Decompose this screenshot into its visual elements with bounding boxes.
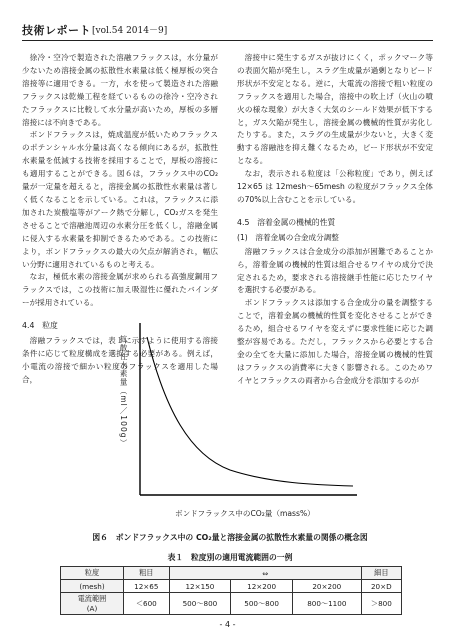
table-row xyxy=(61,580,402,593)
current-cell: 800～1100 xyxy=(292,593,361,615)
x-axis-label: ボンドフラックス中のCO₂量（mass%） xyxy=(175,509,315,518)
current-unit: (A) xyxy=(86,604,98,613)
mesh-cell: 20×D xyxy=(361,580,401,593)
mesh-cell: 20×200 xyxy=(292,580,361,593)
paragraph: 溶融フラックスは合金成分の添加が困難であることから，溶着金属の機械的性質は組合せるワイヤの成分で決定されるため，要求される溶接継手性能に応じたワイヤを選択する必要がある。 xyxy=(237,246,433,295)
current-cell: ＜600 xyxy=(124,593,170,615)
current-label: 電流範囲 xyxy=(77,594,107,603)
page-number: - 4 - xyxy=(219,620,236,629)
table-caption: 表１ 粒度別の適用電流範囲の一例 xyxy=(167,553,293,562)
coarse-label: 粗目 xyxy=(124,567,170,580)
table-row xyxy=(61,567,402,580)
y-axis-label: 拡散性水素量（ml／100g） xyxy=(119,335,128,448)
mesh-cell: 12×65 xyxy=(124,580,170,593)
paragraph: 溶接中に発生するガスが抜けにくく，ポックマーク等の表面欠陥が発生し，スラグ生成量が過剰となりビード形状が不安定となる。逆に，大電流の溶接で粗い粒度のフラックスを適用した場合，溶接中の吹上げ（火山の噴火の様な現象）が大きく大気のシールド効果が低下すると，ガス欠陥が発生し，溶接金属の機械的性質が劣化したりする。また，スラグの生成量が少ないと，大きく変動する溶融池を抑え難くなるため，ビード形状が不安定となる。 xyxy=(237,53,433,166)
page-header xyxy=(22,22,433,40)
current-cell: ＞800 xyxy=(361,593,401,615)
grain-size-table xyxy=(60,566,402,615)
paragraph: ボンドフラックスは，焼成温度が低いためフラックスのポテンシャル水分量は高くなる傾向にあるが，拡散性水素量を低減する技術を採用することで，厚板の溶接にも適用することができる。図６は，フラックス中のCO₂量が一定量を超えると，溶接金属の拡散性水素量は著しく低くなることを示している。これは，フラックスに添加された炭酸塩等がアーク熱で分解し，CO₂ガスを発生させることで溶融池周辺の水素分圧を低くし，溶融金属に侵入する水素量を抑制できるためである。この技術により，ボンドフラックスの最大の欠点が解消され，幅広い分野に適用されているものと考える。 xyxy=(22,130,218,269)
current-cell: 500～800 xyxy=(169,593,231,615)
paragraph: なお，表示される粒度は「公称粒度」であり，例えば 12×65 は 12mesh～65mesh の粒度がフラックス全体の70%以上含むことを示している。 xyxy=(237,169,433,204)
mesh-cell: 12×150 xyxy=(169,580,231,593)
current-cell: 500～800 xyxy=(231,593,293,615)
report-title: 技術レポート xyxy=(22,24,91,37)
row-header-current xyxy=(61,593,124,615)
concept-plot xyxy=(95,315,365,510)
figure-caption: 図６ ボンドフラックス中の CO₂量と溶接金属の拡散性水素量の関係の概念図 xyxy=(92,533,368,542)
mesh-cell: 12×200 xyxy=(231,580,293,593)
paragraph: なお，極低水素の溶接金属が求められる高強度鋼用フラックスでは，この技術に加え吸湿性に優れたバインダーが採用されている。 xyxy=(22,272,218,308)
row-header-mesh: (mesh) xyxy=(61,580,124,593)
section-heading: 4.5 溶着金属の機械的性質 xyxy=(237,217,336,227)
trend-curve xyxy=(147,337,353,486)
row-header-grain: 粒度 xyxy=(61,567,124,580)
paragraph: ボンドフラックスは添加する合金成分の量を調整することで，溶着金属の機械的性質を変化させることができるため，組合せるワイヤを変えずに要求性能に応じた調整が容易である。ただし，フラックスから必要とする合金の全てを大量に添加した場合，溶接金属の機械的性質はフラックスの消費率に大きく影響される。このためワイヤとフラックスの両者から合金成分を添加するのが xyxy=(237,298,433,385)
header-rule xyxy=(22,40,433,41)
table-row xyxy=(61,593,402,615)
subsection-heading: (1) 溶着金属の合金成分調整 xyxy=(237,232,339,242)
section-heading: 4.4 粒度 xyxy=(22,321,58,331)
volume-label: [vol.54 2014－9] xyxy=(92,26,168,36)
paragraph: 徐冷・空冷で製造された溶融フラックスは，水分量が少ないため溶接金属の拡散性水素量は低く極厚板の突合溶接等に適用できる。一方，水を使って製造された溶融フラックスは乾燥工程を経ているものの徐冷・空冷されたフラックスに比較して水分量が高いため，厚板の多層溶接には不向きである。 xyxy=(22,53,218,127)
figure-6 xyxy=(95,315,365,530)
range-arrow: ⇔ xyxy=(169,567,361,580)
paragraph: 溶融フラックスでは，表１に示すように使用する溶接条件に応じて粒度構成を選択する必要がある。例えば，小電流の溶接で細かい粒度のフラックスを適用した場合， xyxy=(22,336,218,384)
fine-label: 細目 xyxy=(361,567,401,580)
